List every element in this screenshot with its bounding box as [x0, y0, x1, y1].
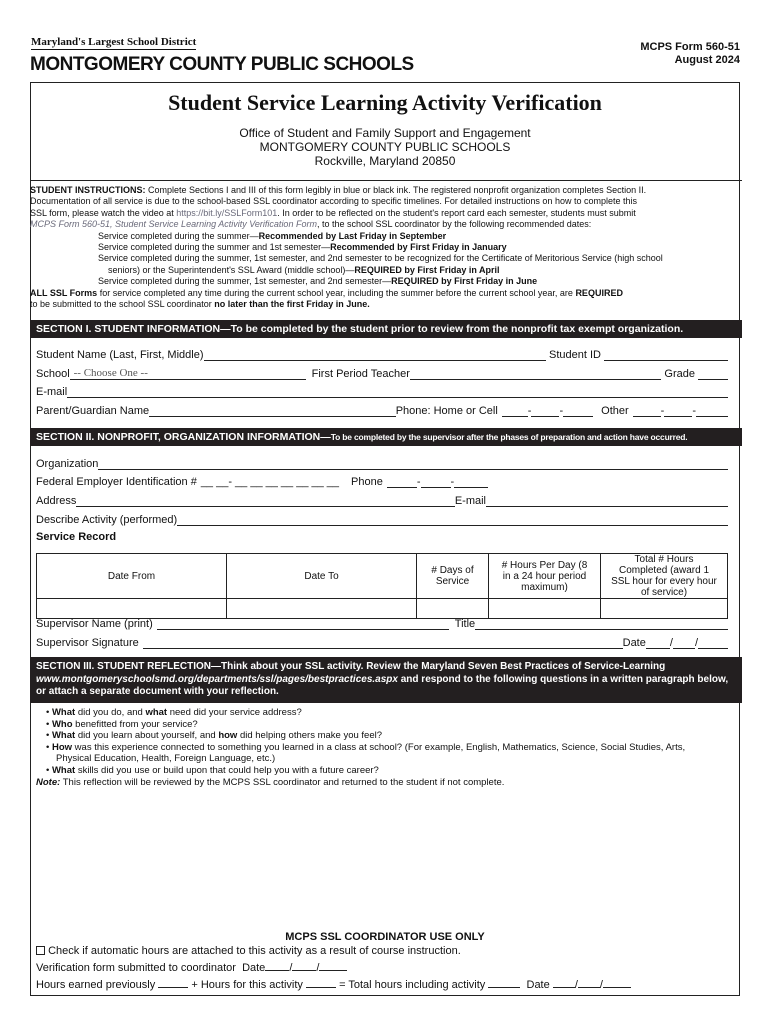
other-phone-field[interactable] — [633, 407, 661, 417]
describe-field[interactable] — [177, 516, 728, 526]
address-label: Address — [36, 495, 77, 507]
organization-label: Organization — [36, 458, 99, 470]
org-phone-field[interactable] — [454, 478, 488, 488]
table-header-row — [37, 554, 728, 599]
fein-row: Federal Employer Identification # __ __- __ __ __ __ __ __ __ Phone - - — [36, 474, 728, 488]
form-number-text: MCPS Form 560-51 — [640, 41, 740, 53]
form-date: August 2024 — [674, 54, 740, 66]
supervisor-signature-row: Supervisor Signature Date / / — [36, 635, 728, 649]
district-tagline: Maryland's Largest School District — [31, 36, 197, 48]
instructions-text: , to the school SSL coordinator by the following recommended dates: — [316, 219, 592, 230]
page-title: Student Service Learning Activity Verification — [168, 90, 602, 115]
school-label: School — [36, 368, 70, 380]
hours-activity-field[interactable] — [306, 979, 336, 988]
supervisor-name-row — [36, 616, 728, 630]
required-text: REQUIRED — [575, 287, 623, 298]
student-name-field[interactable] — [204, 351, 547, 361]
other-phone-field[interactable] — [696, 407, 728, 417]
school-select-value: -- Choose One -- — [73, 367, 148, 379]
date-field[interactable] — [578, 979, 600, 988]
section-3-text: and respond to the following questions in a written paragraph below, — [397, 673, 729, 685]
hours-previous-label: Hours earned previously — [36, 979, 156, 991]
final-date-label: Date — [526, 979, 550, 991]
total-hours-label: = Total hours including activity — [339, 979, 486, 991]
date-to-header: Date To — [227, 554, 417, 599]
list-item: • What did you do, and what need did your service address? — [46, 707, 302, 718]
list-item-continued: Physical Education, Health, Foreign Language, etc.) — [56, 753, 276, 765]
phone-field[interactable] — [563, 407, 593, 417]
deadline-text: Service completed during the summer, 1st semester, and 2nd semester— — [98, 276, 392, 287]
supervisor-signature-field[interactable] — [143, 639, 623, 649]
deadline-date: Recommended by Last Friday in September — [258, 230, 447, 241]
instructions-lead: STUDENT INSTRUCTIONS: — [30, 185, 146, 195]
instructions-text: Documentation of all service is due to the school-based SSL coordinator according to specific timelines. For detailed instructions on how to complete this — [30, 196, 637, 207]
address-field[interactable] — [76, 497, 454, 507]
signature-date-label: Date — [622, 637, 646, 649]
list-item: • Who benefitted from your service? — [46, 718, 198, 730]
office-line-3: Rockville, Maryland 20850 — [314, 154, 456, 168]
email-label: E-mail — [36, 386, 68, 398]
district-name: MONTGOMERY COUNTY PUBLIC SCHOOLS — [30, 54, 414, 75]
other-label: Other — [601, 405, 629, 417]
reflection-questions — [36, 707, 736, 788]
parent-field[interactable] — [149, 407, 396, 417]
service-record-heading: Service Record — [36, 531, 117, 543]
date-field[interactable] — [698, 639, 728, 649]
supervisor-name-label: Supervisor Name (print) — [36, 618, 153, 630]
date-field[interactable] — [673, 639, 695, 649]
describe-row — [36, 512, 728, 526]
section-2-subtitle: To be completed by the supervisor after the phases of preparation and action have occurred. — [330, 432, 688, 442]
total-header: Total # Hours Completed (award 1 SSL hour for every hour of service) — [601, 554, 728, 599]
service-record-table — [36, 553, 728, 619]
deadline-text: seniors) or the Superintendent's SSL Award (middle school)— — [108, 264, 355, 275]
instructions-text: . In order to be reflected on the student's report card each semester, students must submit — [277, 207, 636, 218]
deadline-text: Service completed during the summer— — [98, 230, 259, 241]
date-field[interactable] — [265, 962, 289, 971]
email-field[interactable] — [67, 388, 728, 398]
form-number — [640, 41, 740, 67]
phone-label: Phone: Home or Cell — [395, 405, 498, 417]
org-phone-field[interactable] — [421, 478, 451, 488]
deadline-date: REQUIRED by First Friday in June — [391, 276, 538, 287]
verification-date-label: Date — [242, 962, 266, 974]
hours-row: Hours earned previously + Hours for this activity = Total hours including activity Date / / — [36, 979, 736, 991]
student-name-label: Student Name (Last, First, Middle) — [36, 349, 204, 361]
instructions-text: SSL form, please watch the video at — [30, 207, 177, 218]
parent-row: Parent/Guardian Name Phone: Home or Cell - - Other - - — [36, 403, 728, 417]
organization-row — [36, 456, 728, 470]
section-2-header — [30, 428, 742, 446]
org-phone-label: Phone — [351, 476, 383, 488]
section-3-header — [30, 657, 742, 703]
fein-field[interactable]: __ __- __ __ __ __ __ __ __ — [200, 476, 340, 488]
reflection-answer-area[interactable] — [36, 795, 728, 925]
instructions-text: for service completed any time during the current school year, including the summer before the current school year, are — [97, 287, 576, 298]
date-from-header: Date From — [37, 554, 227, 599]
fein-label: Federal Employer Identification # — [36, 476, 197, 488]
form-link[interactable]: MCPS Form 560-51, Student Service Learning Activity Verification Form — [30, 219, 317, 230]
org-email-label: E-mail — [454, 495, 486, 507]
student-name-row — [36, 347, 728, 361]
section-3-title: SECTION III. STUDENT REFLECTION—Think about your SSL activity. Review the Maryland Seven Best Practices of Service-Learning — [36, 661, 666, 672]
divider — [30, 180, 742, 181]
describe-label: Describe Activity (performed) — [36, 514, 178, 526]
parent-label: Parent/Guardian Name — [36, 405, 150, 417]
all-forms-lead: ALL SSL Forms — [30, 287, 98, 298]
school-select[interactable] — [70, 367, 306, 380]
date-field[interactable] — [646, 639, 670, 649]
days-header: # Days of Service — [417, 554, 489, 599]
hours-previous-field[interactable] — [158, 979, 188, 988]
org-phone-field[interactable] — [387, 478, 417, 488]
first-period-label: First Period Teacher — [311, 368, 410, 380]
phone-field[interactable] — [502, 407, 528, 417]
reflection-note: Note: This reflection will be reviewed by the MCPS SSL coordinator and returned to the student if not complete. — [36, 776, 505, 788]
list-item: • What skills did you use or build upon that could help you with a future career? — [46, 764, 379, 776]
list-item: • What did you learn about yourself, and how did helping others make you feel? — [46, 730, 383, 742]
checkbox-label: Check if automatic hours are attached to this activity as a result of course instruction. — [48, 945, 461, 957]
verification-label: Verification form submitted to coordinator — [36, 962, 236, 974]
supervisor-name-field[interactable] — [157, 620, 449, 630]
hours-header: # Hours Per Day (8 in a 24 hour period maximum) — [489, 554, 601, 599]
supervisor-signature-label: Supervisor Signature — [36, 637, 139, 649]
section-1-header: SECTION I. STUDENT INFORMATION—To be completed by the student prior to review from the nonprofit tax exempt organization. — [30, 320, 742, 338]
video-link[interactable]: https://bit.ly/SSLForm101 — [176, 207, 278, 218]
office-line-2: MONTGOMERY COUNTY PUBLIC SCHOOLS — [259, 140, 511, 154]
office-line-1: Office of Student and Family Support and Engagement — [239, 126, 531, 140]
student-instructions — [30, 185, 742, 310]
student-id-field[interactable] — [604, 351, 728, 361]
date-field[interactable] — [292, 962, 316, 971]
section-3-text: or attach a separate document with your reflection. — [36, 686, 279, 697]
grade-field[interactable] — [698, 370, 728, 380]
deadline-text: Service completed during the summer, 1st semester, and 2nd semester to be recognized for the Certificate of Meritorious Service (high school — [98, 253, 663, 264]
address-row — [36, 493, 728, 507]
section-2-title: SECTION II. NONPROFIT, ORGANIZATION INFORMATION— — [36, 431, 331, 443]
date-field[interactable] — [319, 962, 347, 971]
date-field[interactable] — [553, 979, 575, 988]
organization-field[interactable] — [98, 460, 728, 470]
deadline-date: Recommended by First Friday in January — [330, 242, 507, 253]
coordinator-checkbox-row — [36, 945, 736, 957]
deadline-date: no later than the first Friday in June. — [214, 299, 370, 310]
school-row — [36, 366, 728, 380]
deadline-date: REQUIRED by First Friday in April — [354, 264, 500, 275]
title-field[interactable] — [475, 620, 728, 630]
phone-field[interactable] — [531, 407, 559, 417]
instructions-text: Complete Sections I and III of this form legibly in blue or black ink. The registered nonprofit organization completes Section II. — [145, 185, 647, 195]
total-hours-field[interactable] — [488, 979, 520, 988]
verification-row: Verification form submitted to coordinator Date / / — [36, 962, 736, 974]
date-field[interactable] — [603, 979, 631, 988]
email-row — [36, 384, 728, 398]
other-phone-field[interactable] — [664, 407, 692, 417]
list-item: • How was this experience connected to something you learned in a class at school? (For example, English, Mathematics, Science, Social Studies, Arts, — [46, 741, 686, 753]
first-period-field[interactable] — [410, 370, 662, 380]
instructions-text: to be submitted to the school SSL coordinator — [30, 299, 215, 310]
org-email-field[interactable] — [486, 497, 728, 507]
grade-label: Grade — [664, 368, 695, 380]
deadline-text: Service completed during the summer and 1st semester— — [98, 242, 331, 253]
office-block — [0, 126, 770, 168]
title-label: Title — [454, 618, 476, 630]
coordinator-heading: MCPS SSL COORDINATOR USE ONLY — [285, 931, 485, 943]
best-practices-link[interactable]: www.montgomeryschoolsmd.org/departments/ssl/pages/bestpractices.aspx — [36, 673, 398, 685]
student-id-label: Student ID — [549, 349, 601, 361]
auto-hours-checkbox[interactable] — [36, 946, 45, 955]
hours-activity-label: + Hours for this activity — [191, 979, 303, 991]
